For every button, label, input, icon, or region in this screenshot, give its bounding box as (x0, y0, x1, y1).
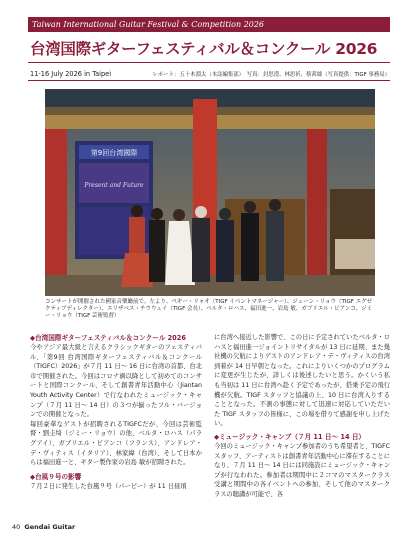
paragraph-music-camp: 今回のミュージック・キャンプ参加者のうち希望者と、TIGFC スタッフ、アーティストは創書青年活動中心に滞在することになり、７月 11 日〜 14 日には同施設にミュージック・キャンプが行なわれた。参加者は期間中に２コマのマスタークラス受講と期間中の各イベントへの参加、そして他のマスタークラスの聴講が可能で、各 (214, 442, 390, 498)
page-footer (12, 523, 75, 531)
page-number: 40 (12, 523, 21, 531)
paragraph-guests: 毎回豪華なゲストが招聘されるTIGFCだが、今回は芸術監督・劉圭埼（ジミー・リョウ）の他、ベルタ・ロハス（パラグアイ）、ガブリエル・ビアンコ（フランス）、アンドレア・デ・ヴィティス（イタリア）、林家緯（台湾）、そして日本からは福田進一と、ギター製作家の岩島 敏が招聘された。 (30, 420, 202, 467)
event-dates: 11-16 July 2026 in Taipei (30, 70, 112, 78)
section-label: Taiwan International Guitar Festival & Competition 2026 (32, 20, 265, 29)
paragraph-typhoon: ７月２日に発生した台風９号（パーピー）が 11 日昼頃 (30, 482, 187, 490)
left-column (30, 333, 202, 491)
section-heading-typhoon: ◆台風９号の影響 (30, 472, 82, 481)
poster-text-1: 第9回台湾國際 (90, 149, 138, 157)
section-banner (28, 17, 390, 32)
title-divider (28, 62, 390, 63)
photo-illustration (45, 89, 375, 296)
paragraph-intro: 今やアジア最大級と言えるクラシックギターのフェスティバル、「第9回 台湾国際ギターフェスティバル＆コンクール（TIGFC）2026」が７月 11 日〜 16 日に台湾の首都、台北市で開催された。今回はコロナ禍以降として初めてのコンサートと国際コンクール、そして創書青年活動中心（Jiantan Youth Activity Center）で行なわれたミュージック・キャンプ（７月 11 日〜 14 日）の３つが揃ったフル・バージョンでの開催となった。 (30, 344, 203, 419)
poster-text-2: Present and Future (84, 182, 144, 189)
section-heading-music-camp: ◆ミュージック・キャンプ（７月 11 日〜 14 日） (214, 432, 366, 441)
right-column (214, 333, 390, 500)
photo-caption: コンサートが開催された國家音樂廳前で。左より、ペギー・リャオ（TIGF イベントマネージャー）、ジェーン・リョウ（TIGF エグゼクティブディレクター）、エリザベス・チウウェイ（TIGF 会長）、ベルタ・ロハス、福田進一、岩島 敏、ガブリエル・ビアンコ、ジミー・リョウ（TIGF 芸術監督） (45, 299, 373, 320)
paragraph-typhoon-continued: に台湾へ接近した影響で、この日に予定されていたベルタ・ロハスと福田進一ジョイントリサイタルが 13 日に延期、また幾社機の欠航によりゲストのアンドレア・デ・ヴィティスの台湾到着が 14 日早朝となった。これによりいくつかのプログラムに変更が生じたが、詳しくは後述したいと思う。かくいう私も当初は 11 日に台湾へ赴く予定であったが、搭乗予定の飛行機が欠航。TIGF スタッフと協議の上、10 日に台湾入りすることとなった。不測の事態に対して迅速に対応していただいた TIGF スタッフの皆様に、この場を借りて感謝を申し上げたい。 (214, 334, 390, 428)
magazine-name: Gendai Guitar (24, 523, 76, 531)
reporter-credit: レポート：五十木淵太（本誌編集部） 写真：封思瀅、林思祈、蔡茜絲（写真提供：TIGF 事務局） (152, 72, 390, 78)
credit-divider (28, 80, 390, 81)
section-heading-festival: ◆台湾国際ギターフェスティバル＆コンクール 2026 (30, 334, 186, 342)
article-title: 台湾国際ギターフェスティバル＆コンクール 2026 (30, 40, 378, 58)
group-photo (45, 89, 375, 296)
